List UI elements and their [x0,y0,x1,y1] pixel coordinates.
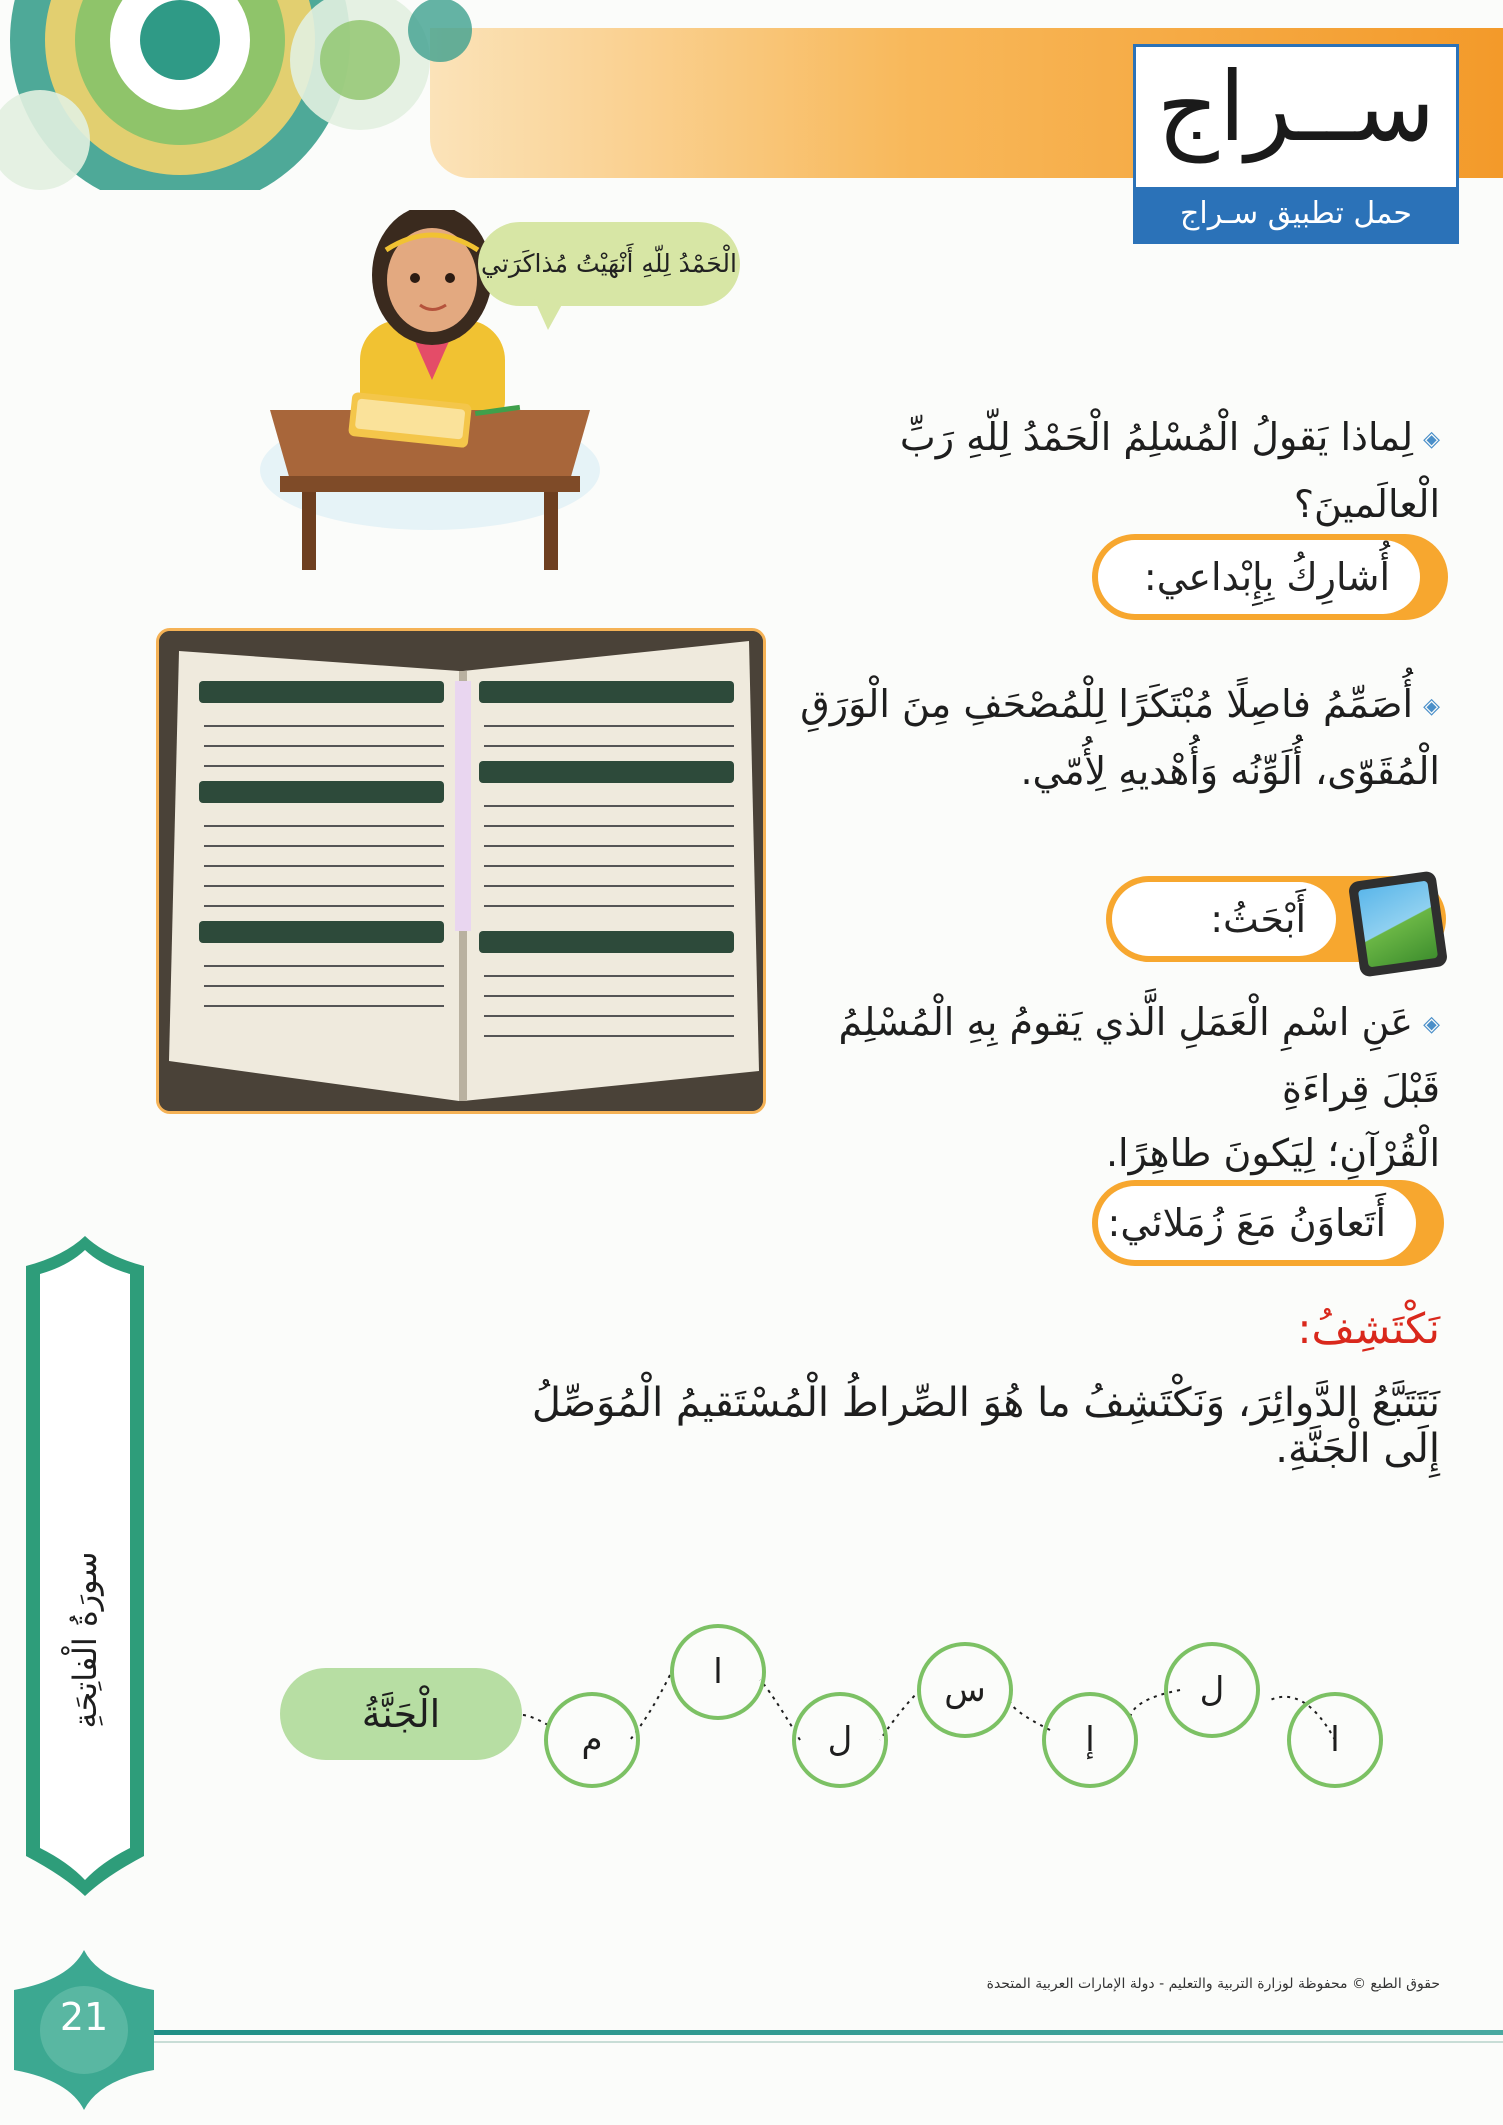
discover-instructions: نَتَتَبَّعُ الدَّوائِرَ، وَنَكْتَشِفُ ما هُوَ الصِّراطُ الْمُسْتَقيمُ الْمُوَصِّلُ إِلَى الْجَنَّةِ. [531,1380,1440,1472]
share-task-line-1: ◈أُصَمِّمُ فاصِلًا مُبْتَكَرًا لِلْمُصْحَفِ مِنَ الْوَرَقِ [800,682,1440,726]
page-number: 21 [59,1995,109,2039]
research-task-line-2: الْقُرْآنِ؛ لِيَكونَ طاهِرًا. [1105,1130,1440,1175]
logo-tagline: حمل تطبيق سـراج [1136,187,1456,241]
path-circle-3[interactable]: إ [1085,1720,1095,1760]
footer-line-thin [150,2041,1503,2043]
section-title-cooperate: أَتَعاوَنُ مَعَ زُمَلائي: [1098,1186,1416,1260]
path-goal-jannah[interactable]: الْجَنَّةُ [280,1668,522,1760]
diamond-bullet-icon: ◈ [1423,1011,1440,1037]
diamond-bullet-icon: ◈ [1423,693,1440,719]
logo-word: ســراج [1156,51,1436,163]
speech-bubble-text: الْحَمْدُ لِلّهِ أَنْهَيْتُ مُذاكَرَتي [481,249,737,278]
discover-title: نَكْتَشِفُ: [1297,1304,1440,1353]
path-circle-1[interactable]: ا [1330,1720,1340,1760]
path-circle-2[interactable]: ل [1199,1670,1225,1710]
share-task-line-2: الْمُقَوّى، أُلَوِّنُه وَأُهْديهِ لِأُمّي. [1020,748,1440,793]
question-text: لِماذا يَقولُ الْمُسْلِمُ الْحَمْدُ لِلّهِ رَبِّ الْعالَمينَ؟ [899,415,1440,526]
path-circle-5[interactable]: ل [827,1720,853,1760]
side-chapter-label: سورَةُ الْفاتِحَةِ [66,1551,104,1729]
path-circle-6[interactable]: ا [713,1652,723,1692]
section-title-share: أُشارِكُ بِإِبْداعي: [1098,540,1420,614]
path-circle-4[interactable]: س [944,1670,986,1710]
section-title-research: أَبْحَثُ: [1112,882,1336,956]
path-circle-7[interactable]: م [581,1720,603,1760]
copyright-notice: حقوق الطبع © محفوظة لوزارة التربية والتعليم - دولة الإمارات العربية المتحدة [986,1976,1440,1992]
diamond-bullet-icon: ◈ [1423,426,1440,452]
research-task-line-1: ◈عَنِ اسْمِ الْعَمَلِ الَّذي يَقومُ بِهِ الْمُسْلِمُ قَبْلَ قِراءَةِ [838,1000,1440,1111]
footer-line [150,2030,1503,2035]
